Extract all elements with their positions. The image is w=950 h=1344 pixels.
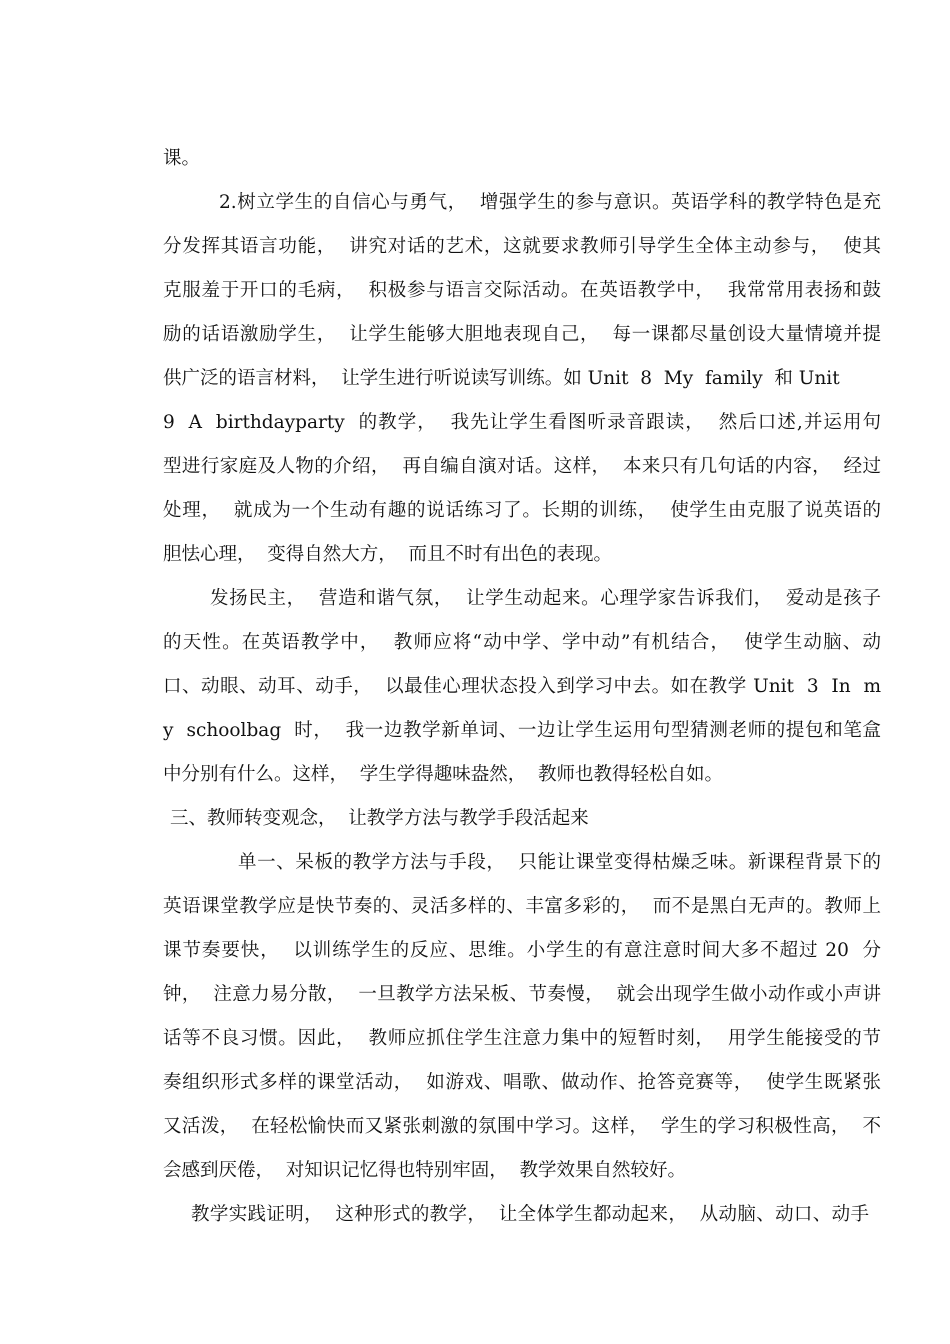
text-line: 励的话语激励学生， 让学生能够大胆地表现自己， 每一课都尽量创设大量情境并提 (163, 324, 881, 345)
text-line: 的天性。在英语教学中， 教师应将“动中学、学中动”有机结合， 使学生动脑、动 (163, 632, 881, 653)
text-line: 2.树立学生的自信心与勇气， 增强学生的参与意识。英语学科的教学特色是充 (219, 192, 881, 213)
text-line: 课。 (163, 148, 201, 169)
text-line: 发扬民主， 营造和谐气氛， 让学生动起来。心理学家告诉我们， 爱动是孩子 (210, 588, 881, 609)
text-line: 口、动眼、动耳、动手， 以最佳心理状态投入到学习中去。如在教学 Unit 3 In m (163, 676, 881, 697)
text-line: y schoolbag 时， 我一边教学新单词、一边让学生运用句型猜测老师的提包和笔盒 (163, 720, 881, 741)
text-line: 会感到厌倦， 对知识记忆得也特别牢固， 教学效果自然较好。 (163, 1160, 687, 1181)
text-line: 教学实践证明， 这种形式的教学， 让全体学生都动起来， 从动脑、动口、动手 (191, 1204, 869, 1225)
text-line: 中分别有什么。这样， 学生学得趣味盎然， 教师也教得轻松自如。 (163, 764, 724, 785)
text-line: 话等不良习惯。因此， 教师应抓住学生注意力集中的短暂时刻， 用学生能接受的节 (163, 1028, 881, 1049)
text-line: 奏组织形式多样的课堂活动， 如游戏、唱歌、做动作、抢答竞赛等， 使学生既紧张 (163, 1072, 881, 1093)
text-line: 供广泛的语言材料， 让学生进行听说读写训练。如 Unit 8 My family 和 Unit (163, 368, 840, 389)
text-line: 处理， 就成为一个生动有趣的说话练习了。长期的训练， 使学生由克服了说英语的 (163, 500, 881, 521)
text-line: 型进行家庭及人物的介绍， 再自编自演对话。这样， 本来只有几句话的内容， 经过 (163, 456, 881, 477)
text-line: 又活泼， 在轻松愉快而又紧张刺激的氛围中学习。这样， 学生的学习积极性高， 不 (163, 1116, 881, 1137)
text-line: 胆怯心理， 变得自然大方， 而且不时有出色的表现。 (163, 544, 613, 565)
text-line: 课节奏要快， 以训练学生的反应、思维。小学生的有意注意时间大多不超过 20 分 (163, 940, 881, 961)
text-line: 单一、呆板的教学方法与手段， 只能让课堂变得枯燥乏味。新课程背景下的 (238, 852, 881, 873)
section-heading: 三、教师转变观念， 让教学方法与教学手段活起来 (170, 808, 589, 829)
text-line: 克服羞于开口的毛病， 积极参与语言交际活动。在英语教学中， 我常常用表扬和鼓 (163, 280, 881, 301)
text-line: 9 A birthdayparty 的教学， 我先让学生看图听录音跟读， 然后口述,并运用句 (163, 412, 881, 433)
text-line: 英语课堂教学应是快节奏的、灵活多样的、丰富多彩的， 而不是黑白无声的。教师上 (163, 896, 881, 917)
text-line: 钟， 注意力易分散， 一旦教学方法呆板、节奏慢， 就会出现学生做小动作或小声讲 (163, 984, 881, 1005)
text-line: 分发挥其语言功能， 讲究对话的艺术，这就要求教师引导学生全体主动参与， 使其 (163, 236, 881, 257)
